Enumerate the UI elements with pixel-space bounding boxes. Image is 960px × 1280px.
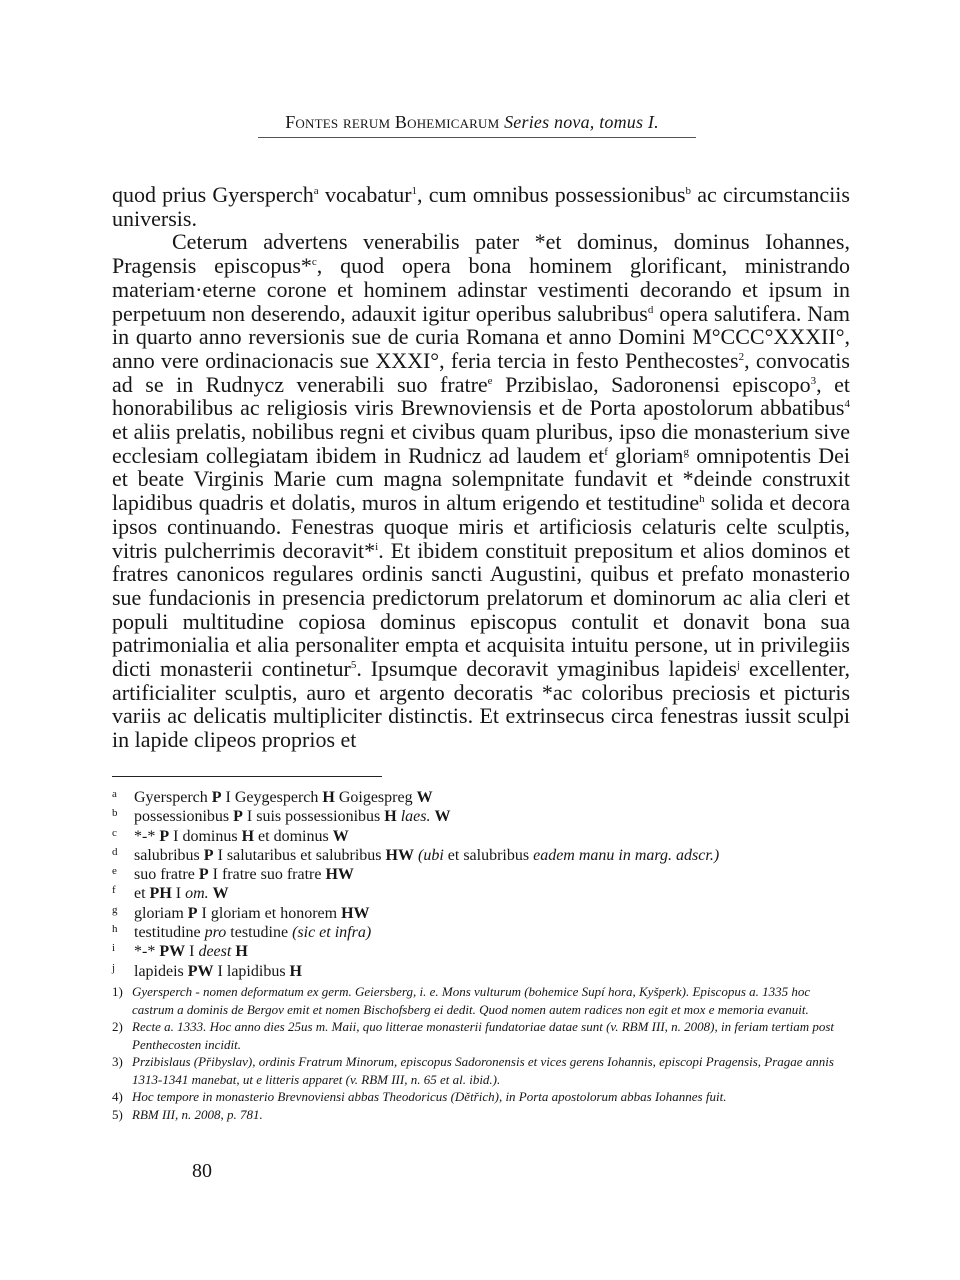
historical-notes: [112, 983, 850, 1123]
manuscript-siglum: PH: [149, 885, 172, 903]
apparatus-mark: i: [112, 942, 116, 955]
text-run: lapideis: [134, 962, 188, 980]
text-run: testitudine: [134, 924, 205, 942]
footnote-marker: e: [487, 374, 493, 387]
text-run: , quod opera bona hominem glorificant, ministrando materiam·eterne corone et hominem adinstar vestimenti decorando et ipsum in perpetuum non deserendo, adauxit igitur operibus salubribus: [112, 253, 850, 326]
note-number: 2): [112, 1019, 123, 1034]
text-run: I fratre suo fratre: [208, 866, 326, 884]
apparatus-mark: b: [112, 807, 118, 820]
footnote-marker: 1: [411, 185, 418, 197]
manuscript-siglum: H: [384, 808, 397, 826]
footnote-marker: 3: [810, 374, 817, 387]
page-number: 80: [192, 1160, 212, 1182]
manuscript-siglum: H: [235, 943, 248, 961]
footnote-marker: f: [604, 445, 608, 458]
apparatus-text: [134, 788, 433, 807]
text-run: Przibislao, Sadoronensi episcopo: [492, 371, 811, 397]
manuscript-siglum: P: [159, 827, 170, 845]
text-run: solida et decora ipsos continuando. Fenestras quoque miris et artificiosis celaturis celte sculptis, vitris pulcherrimis decoravit*: [112, 490, 850, 563]
main-text: [112, 183, 850, 752]
note-number: 4): [112, 1089, 123, 1104]
apparatus-text: [134, 827, 349, 846]
header-rule: [258, 137, 696, 138]
note-number: 1): [112, 984, 123, 999]
manuscript-siglum: HW: [325, 866, 354, 884]
text-run: . Ipsumque decoravit ymaginibus lapideis: [356, 656, 737, 682]
apparatus-mark: d: [112, 845, 118, 858]
critical-apparatus: [112, 788, 850, 981]
text-run: *-*: [134, 827, 160, 845]
apparatus-mark: j: [112, 961, 116, 974]
text-run: , et honorabilibus ac religiosis viris Brewnoviensis et de Porta apostolorum abbatibus: [112, 371, 850, 421]
text-run: *-*: [134, 943, 160, 961]
editorial-remark: laes.: [400, 808, 431, 826]
paragraph-1: [112, 183, 850, 230]
historical-note: [112, 983, 850, 1018]
footnote-rule: [112, 776, 382, 777]
text-run: salubribus: [134, 846, 204, 864]
text-run: . Et ibidem constituit prepositum et alios dominos et fratres canonicos regulares ordinis sancti Augustini, quibus et prefato monasterio sue fundacionis in presencia predictorum prelatorum et dominorum ac alia cleri et populi multitudine copiosa dominus episcopus contulit et donavit bona sua patrimonialia et alia personaliter empta et acquisita intuitu persone, ut in privilegiis dicti monasterii continetur: [112, 537, 850, 682]
editorial-remark: pro: [204, 924, 227, 942]
manuscript-siglum: P: [198, 866, 209, 884]
apparatus-text: [134, 942, 248, 961]
header-title: Fontes rerum Bohemicarum: [285, 112, 500, 132]
paragraph-2: [112, 230, 850, 751]
apparatus-mark: f: [112, 884, 116, 897]
text-run: I: [185, 943, 199, 961]
editorial-remark: om.: [185, 885, 209, 903]
footnote-marker: h: [699, 493, 705, 506]
apparatus-entry: [112, 904, 850, 923]
text-run: gloriam: [134, 904, 188, 922]
manuscript-siglum: P: [187, 904, 198, 922]
apparatus-entry: [112, 865, 850, 884]
apparatus-entry: [112, 846, 850, 865]
text-run: Gyersperch: [134, 789, 212, 806]
footnote-marker: i: [375, 540, 379, 553]
manuscript-siglum: P: [211, 789, 222, 806]
note-text: Gyersperch - nomen deformatum ex germ. Geiersberg, i. e. Mons vulturum (bohemice Supí hora, Kyšperk). Episcopus a. 1335 hoc castrum a dominis de Bergov emit et nomen Bischofsberg ei dedit. Quod nomen autem radices non egit et mox e memoria evanuit.: [132, 984, 811, 1017]
apparatus-mark: g: [112, 903, 118, 916]
footnote-marker: c: [311, 256, 317, 269]
historical-note: [112, 1053, 850, 1088]
apparatus-entry: [112, 962, 850, 981]
footnote-marker: 5: [350, 659, 357, 672]
apparatus-text: [134, 904, 370, 923]
text-run: quod prius Gyersperch: [112, 182, 314, 207]
apparatus-text: [134, 923, 371, 942]
text-run: I: [171, 885, 186, 903]
editorial-remark: (ubi: [417, 846, 444, 864]
manuscript-siglum: W: [434, 808, 451, 826]
footnote-marker: g: [683, 445, 690, 458]
manuscript-siglum: P: [203, 846, 214, 864]
apparatus-entry: [112, 942, 850, 961]
footnote-marker: d: [647, 303, 654, 316]
historical-note: [112, 1106, 850, 1124]
manuscript-siglum: P: [233, 808, 243, 826]
text-run: et: [134, 885, 150, 903]
text-run: I suis possessionibus: [242, 808, 385, 826]
header-series: Series nova, tomus I.: [504, 112, 659, 132]
manuscript-siglum: H: [322, 789, 335, 806]
text-run: testudine: [226, 924, 293, 942]
apparatus-entry: [112, 884, 850, 903]
text-run: excellenter, artificialiter sculptis, auro et argento decoratis *ac coloribus preciosis et picturis variis ac delicatis multipliciter distinctis. Et extrinsecus circa fenestras iussit sculpi in lapide clipeos proprios et: [112, 656, 851, 753]
apparatus-text: [134, 846, 719, 865]
note-number: 3): [112, 1054, 123, 1069]
text-run: I salutaribus et salubribus: [213, 846, 386, 864]
text-run: Goigespreg: [334, 789, 417, 806]
apparatus-text: [134, 865, 354, 884]
historical-note: [112, 1018, 850, 1053]
apparatus-entry: [112, 807, 850, 826]
apparatus-entry: [112, 788, 850, 807]
note-text: Hoc tempore in monasterio Brevnoviensi abbas Theodoricus (Dětřich), in Porta apostolorum abbas Iohannes fuit.: [132, 1089, 727, 1104]
text-run: suo fratre: [134, 866, 199, 884]
footnote-marker: b: [685, 185, 692, 197]
text-run: et dominus: [254, 827, 333, 845]
editorial-remark: deest: [198, 943, 232, 961]
text-run: et aliis prelatis, nobilibus regni et civibus quam pluribus, ipso die monasterium sive ecclesiam collegiatam ibidem in Rudnicz ad laudem et: [112, 419, 850, 468]
note-text: Przibislaus (Přibyslav), ordinis Fratrum Minorum, episcopus Sadoronensis et vices gerens Iohannis, episcopi Pragensis, Pragae annis 1313-1341 manebat, ut e litteris apparet (v. RBM III, n. 65 et al. ibid.).: [132, 1054, 834, 1087]
text-run: opera salutifera. Nam in quarto anno reversionis sue de curia Romana et anno Domini M°CCC°XXXII°, anno vere ordinacionacis sue XXXI°, feria tercia in festo Penthecostes: [112, 300, 850, 373]
manuscript-siglum: W: [332, 827, 349, 845]
text-run: , cum omnibus possessionibus: [417, 182, 686, 207]
note-text: RBM III, n. 2008, p. 781.: [132, 1106, 263, 1122]
note-number: 5): [112, 1106, 123, 1122]
text-run: omnipotentis Dei et beate Virginis Marie cum magna solempnitate fundavit et *deinde construxit lapidibus quadris et dolatis, muros in altum erigendo et testitudine: [112, 442, 850, 516]
footnote-marker: a: [313, 185, 319, 197]
manuscript-siglum: H: [241, 827, 255, 845]
footnote-marker: j: [736, 659, 741, 672]
apparatus-mark: a: [112, 788, 117, 800]
apparatus-entry: [112, 827, 850, 846]
text-run: I Geygesperch: [221, 789, 323, 806]
text-run: Ceterum advertens venerabilis pater *et dominus, dominus Iohannes, Pragensis episcopus*: [112, 229, 850, 279]
note-text: Recte a. 1333. Hoc anno dies 25us m. Maii, quo litterae monasterii fundatoriae datae sunt (v. RBM III, n. 2008), in feriam tertiam post Penthecosten incidit.: [132, 1019, 835, 1052]
footnote-marker: 2: [738, 350, 745, 363]
text-run: gloriam: [607, 442, 684, 468]
text-run: ac circumstanciis universis.: [112, 182, 850, 231]
text-run: , convocatis ad se in Rudnycz venerabili suo fratre: [112, 347, 850, 397]
manuscript-siglum: PW: [159, 943, 186, 961]
manuscript-siglum: HW: [385, 846, 414, 864]
manuscript-siglum: H: [289, 962, 302, 980]
apparatus-text: [134, 962, 302, 981]
text-run: possessionibus: [134, 808, 234, 826]
manuscript-siglum: PW: [187, 962, 214, 980]
text-run: I dominus: [169, 827, 242, 845]
apparatus-text: [134, 807, 451, 826]
editorial-remark: eadem manu in marg. adscr.): [533, 846, 720, 864]
text-run: I gloriam et honorem: [197, 904, 342, 922]
text-run: I lapidibus: [213, 962, 290, 980]
apparatus-mark: c: [112, 826, 117, 839]
manuscript-siglum: W: [212, 885, 229, 903]
running-header: [248, 112, 696, 133]
text-run: et salubribus: [443, 846, 534, 864]
footnote-marker: 4: [844, 398, 850, 411]
text-run: vocabatur: [318, 182, 412, 207]
manuscript-siglum: W: [416, 789, 433, 806]
manuscript-siglum: HW: [341, 904, 370, 922]
historical-note: [112, 1088, 850, 1106]
apparatus-mark: e: [112, 865, 117, 878]
apparatus-entry: [112, 923, 850, 942]
apparatus-mark: h: [112, 923, 118, 936]
apparatus-text: [134, 884, 229, 903]
editorial-remark: (sic et infra): [292, 924, 372, 942]
